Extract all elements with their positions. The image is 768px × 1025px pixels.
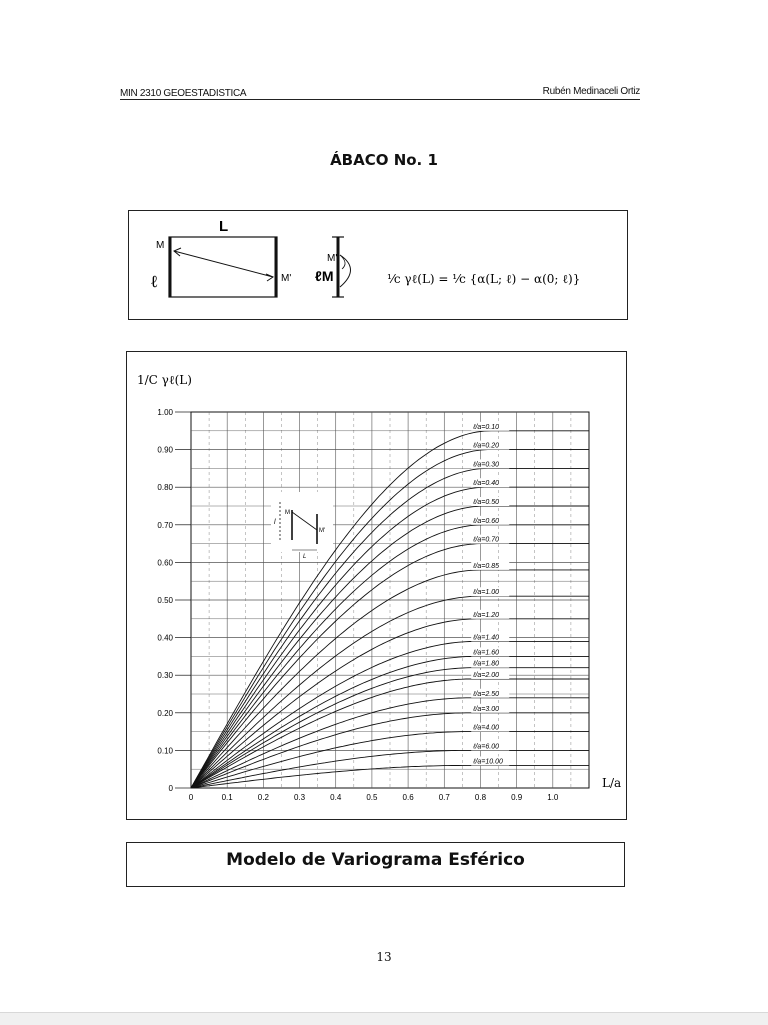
curve-label: ℓ/a=0.10 xyxy=(473,423,500,431)
inset-label-M: M xyxy=(285,510,290,516)
curve-label: ℓ/a=10.00 xyxy=(473,758,503,766)
block-rectangle xyxy=(169,237,277,297)
x-tick-label: 0.8 xyxy=(474,793,487,802)
label-M-prime: M' xyxy=(281,273,292,284)
curve-label: ℓ/a=2.00 xyxy=(473,671,500,679)
label-ell-M: ℓM xyxy=(315,268,334,284)
x-tick-label: 0.1 xyxy=(221,793,233,802)
x-tick-label: 0.3 xyxy=(293,793,306,802)
caption-box xyxy=(126,842,625,887)
schematic-diagram xyxy=(129,211,627,319)
curve-label: ℓ/a=0.40 xyxy=(473,480,500,488)
inset-label-l: l xyxy=(274,519,276,526)
x-tick-label: 0.6 xyxy=(402,793,414,802)
inset-sketch xyxy=(271,492,333,560)
inset-label-L: L xyxy=(303,554,307,560)
y-tick-label: 0 xyxy=(168,784,173,793)
y-tick-label: 0.10 xyxy=(157,746,173,756)
curve-line xyxy=(191,431,589,788)
label-L: L xyxy=(219,218,229,235)
curve-label: ℓ/a=4.00 xyxy=(473,724,500,732)
curve-label: ℓ/a=1.60 xyxy=(473,649,500,657)
curve-labels xyxy=(471,422,509,766)
x-tick-label: 1.0 xyxy=(547,793,559,802)
curve-label: ℓ/a=0.50 xyxy=(473,499,500,506)
x-tick-label: 0.4 xyxy=(330,793,342,802)
curve-label: ℓ/a=1.40 xyxy=(473,634,500,642)
page-title: ÁBACO No. 1 xyxy=(330,151,438,169)
page-number: 13 xyxy=(376,950,392,964)
x-tick-label: 0 xyxy=(188,793,194,802)
y-tick-label: 0.20 xyxy=(157,708,173,718)
y-tick-label: 0.60 xyxy=(157,558,173,568)
label-M-prime-2: M' xyxy=(327,253,338,264)
x-tick-label: 0.7 xyxy=(438,793,450,802)
y-axis-label: 1/C γℓ(L) xyxy=(137,373,192,387)
x-axis-label: L/a xyxy=(602,776,622,790)
curved-arrow xyxy=(340,255,351,287)
chart-box xyxy=(126,351,627,820)
header-rule xyxy=(120,99,640,100)
curves xyxy=(191,431,589,788)
x-tick-label: 0.9 xyxy=(511,793,523,802)
page-bottom-edge xyxy=(0,1012,768,1025)
x-tick-label: 0.5 xyxy=(366,793,378,802)
distance-arrow xyxy=(174,251,273,277)
curve-label: ℓ/a=0.70 xyxy=(473,536,500,544)
y-tick-label: 0.40 xyxy=(157,633,173,643)
y-tick-label: 0.50 xyxy=(157,596,173,605)
curve-label: ℓ/a=0.60 xyxy=(473,517,500,525)
y-tick-label: 0.30 xyxy=(157,671,173,681)
curve-label: ℓ/a=0.85 xyxy=(473,562,500,570)
label-ell: ℓ xyxy=(151,272,158,292)
curve-label: ℓ/a=3.00 xyxy=(473,705,500,713)
label-M: M xyxy=(156,240,165,251)
curve-label: ℓ/a=1.20 xyxy=(473,611,500,619)
figure-caption: Modelo de Variograma Esférico xyxy=(226,850,525,870)
y-tick-label: 1.00 xyxy=(157,408,173,417)
header-course: MIN 2310 GEOESTADISTICA xyxy=(120,88,247,99)
curve-label: ℓ/a=1.80 xyxy=(473,660,500,668)
inset-label-M-prime: M' xyxy=(319,528,326,534)
curve-label: ℓ/a=2.50 xyxy=(473,690,500,698)
curve-label: ℓ/a=0.20 xyxy=(473,442,500,450)
curved-arrow-inner xyxy=(340,255,345,269)
curve-label: ℓ/a=6.00 xyxy=(473,743,500,751)
formula: ¹⁄c γℓ(L) = ¹⁄c {α(L; ℓ) − α(0; ℓ)} xyxy=(387,272,581,286)
y-tick-label: 0.80 xyxy=(157,483,173,493)
variogram-abacus-chart xyxy=(127,352,626,819)
y-tick-label: 0.90 xyxy=(157,445,173,455)
curve-label: ℓ/a=0.30 xyxy=(473,461,500,469)
curve-label: ℓ/a=1.00 xyxy=(473,589,500,597)
header-author: Rubén Medinaceli Ortiz xyxy=(542,86,640,97)
y-tick-label: 0.70 xyxy=(157,520,173,530)
x-tick-label: 0.2 xyxy=(257,793,269,802)
diagram-box xyxy=(128,210,628,320)
